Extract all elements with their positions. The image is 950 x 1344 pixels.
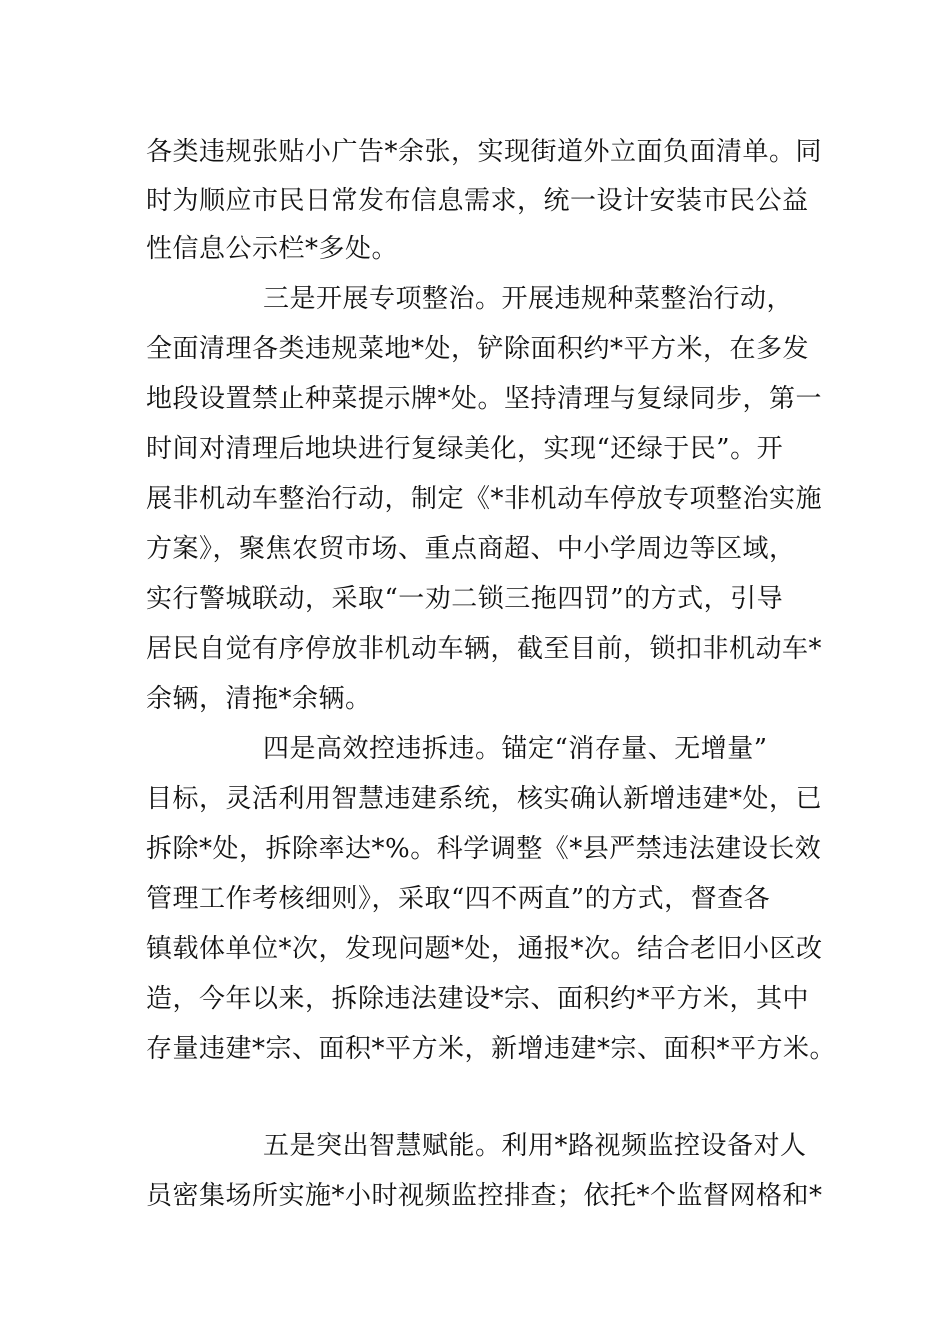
text-line: 时间对清理后地块进行复绿美化，实现“还绿于民”。开 — [146, 434, 784, 464]
paragraph-heading-line: 五是突出智慧赋能。利用*路视频监控设备对人 — [263, 1131, 807, 1161]
text-line: 性信息公示栏*多处。 — [146, 234, 399, 264]
paragraph-heading-line: 四是高效控违拆违。锚定“消存量、无增量” — [263, 734, 768, 764]
text-line: 管理工作考核细则》，采取“四不两直”的方式，督查各 — [146, 884, 771, 914]
text-line: 余辆，清拖*余辆。 — [146, 684, 372, 714]
text-line: 造，今年以来，拆除违法建设*宗、面积约*平方米，其中 — [146, 984, 810, 1014]
text-line: 实行警城联动，采取“一劝二锁三拖四罚”的方式，引导 — [146, 584, 784, 614]
text-line: 地段设置禁止种菜提示牌*处。坚持清理与复绿同步，第一 — [146, 384, 823, 414]
text-line: 目标，灵活利用智慧违建系统，核实确认新增违建*处，已 — [146, 784, 823, 814]
text-line: 居民自觉有序停放非机动车辆，截至目前，锁扣非机动车* — [146, 634, 823, 664]
text-line: 时为顺应市民日常发布信息需求，统一设计安装市民公益 — [146, 186, 809, 216]
text-line: 展非机动车整治行动，制定《*非机动车停放专项整治实施 — [146, 484, 823, 514]
text-line: 存量违建*宗、面积*平方米，新增违建*宗、面积*平方米。 — [146, 1034, 837, 1064]
text-line: 全面清理各类违规菜地*处，铲除面积约*平方米，在多发 — [146, 334, 810, 364]
text-line: 员密集场所实施*小时视频监控排查；依托*个监督网格和* — [146, 1181, 823, 1211]
text-line: 各类违规张贴小广告*余张，实现街道外立面负面清单。同 — [146, 137, 823, 167]
text-line: 镇载体单位*次，发现问题*处，通报*次。结合老旧小区改 — [146, 934, 823, 964]
text-line: 方案》，聚焦农贸市场、重点商超、中小学周边等区域， — [146, 534, 796, 564]
paragraph-heading-line: 三是开展专项整治。开展违规种菜整治行动， — [263, 284, 794, 314]
text-line: 拆除*处，拆除率达*%。科学调整《*县严禁违法建设长效 — [146, 834, 822, 864]
